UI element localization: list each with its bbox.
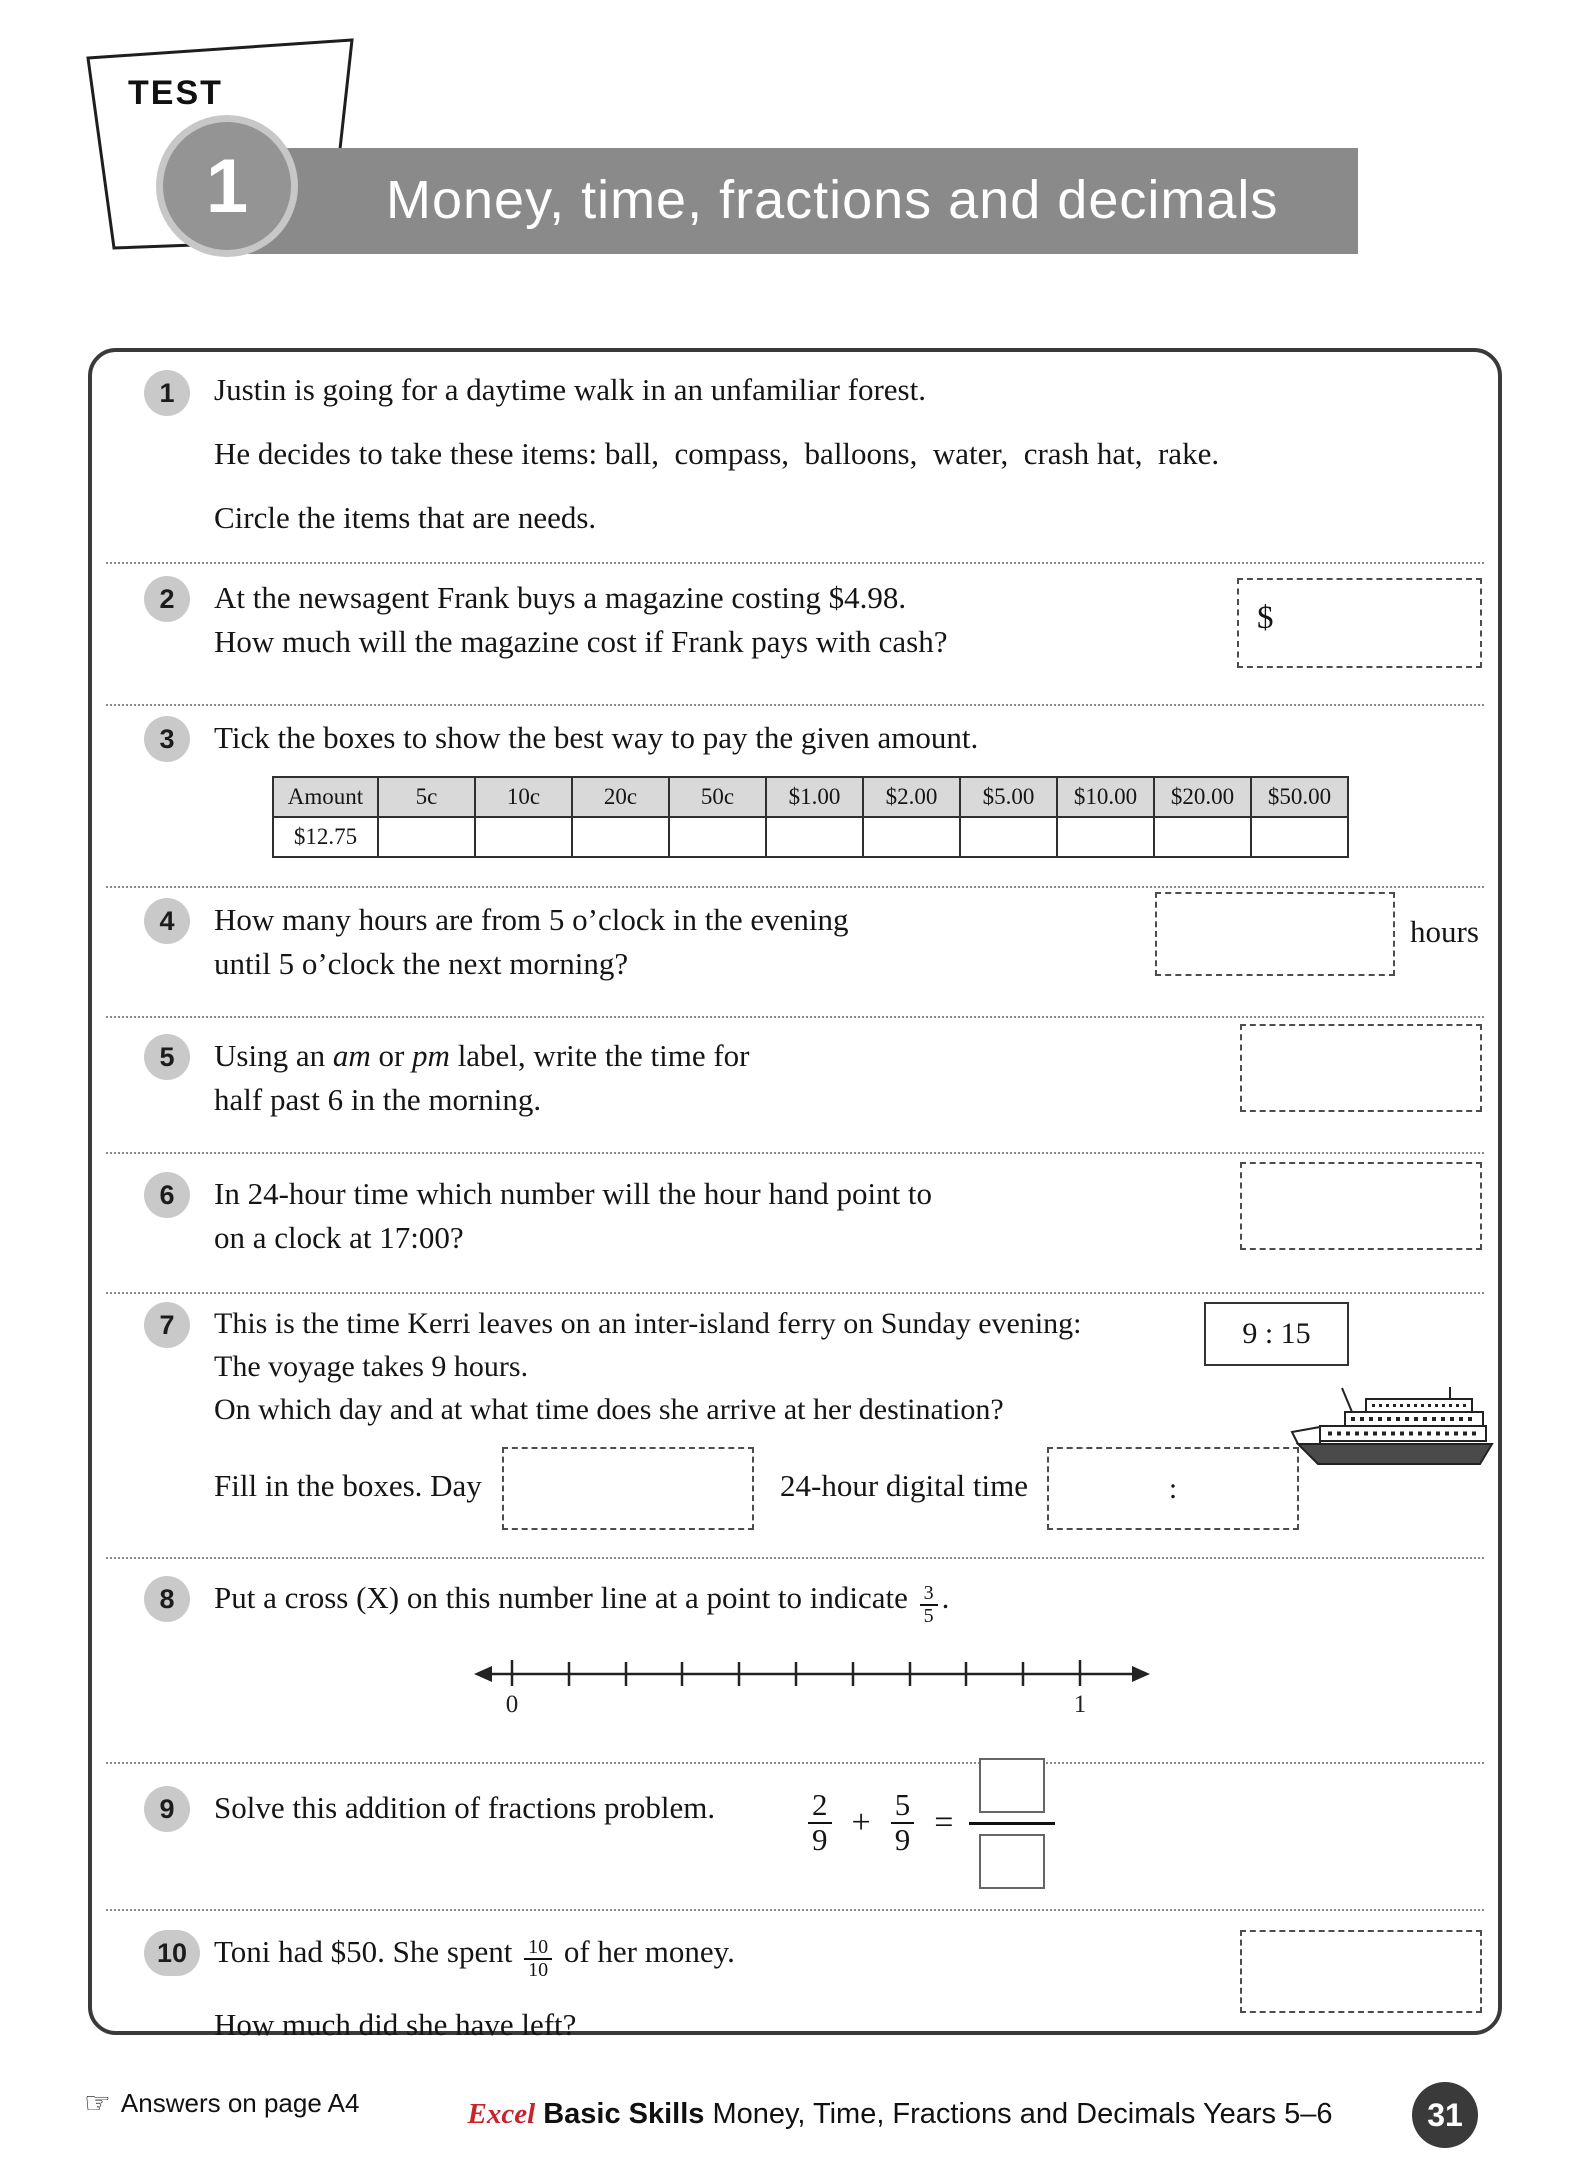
- numberline-end-label: 1: [1073, 1691, 1087, 1718]
- question-number: 10: [144, 1930, 200, 1976]
- tick-cell[interactable]: [766, 817, 863, 857]
- question-text: Put a cross (X) on this number line at a point to indicate $\frac{3}{5}$ .: [214, 1580, 950, 1627]
- page-number: 31: [1427, 2096, 1463, 2133]
- question-text: On which day and at what time does she arrive at her destination?: [214, 1393, 1004, 1426]
- question-1: [92, 370, 1498, 562]
- column-header: $50.00: [1251, 777, 1348, 817]
- question-text: In 24-hour time which number will the hour hand point to: [214, 1176, 933, 1211]
- table-header-row: [273, 777, 1348, 817]
- tick-cell[interactable]: [960, 817, 1057, 857]
- question-text: How much will the magazine cost if Frank pays with cash?: [214, 624, 948, 659]
- question-text: How many hours are from 5 o’clock in the evening: [214, 902, 849, 937]
- fraction-bar: [969, 1822, 1055, 1825]
- digital-time-label: 24-hour digital time: [780, 1468, 1028, 1503]
- amount-cell: $12.75: [273, 817, 378, 857]
- table-row: [273, 817, 1348, 857]
- q6-answer-box[interactable]: [1240, 1162, 1482, 1250]
- separator: [106, 1909, 1484, 1911]
- q9-denominator-answer-box[interactable]: [979, 1834, 1045, 1889]
- question-text: on a clock at 17:00?: [214, 1220, 464, 1255]
- column-header: 50c: [669, 777, 766, 817]
- tick-cell[interactable]: [475, 817, 572, 857]
- question-text: Using an am or pm label, write the time for: [214, 1038, 750, 1073]
- question-text: until 5 o’clock the next morning?: [214, 946, 629, 981]
- question-text: Solve this addition of fractions problem.: [214, 1790, 716, 1825]
- page-title: Money, time, fractions and decimals: [386, 170, 1279, 230]
- q4-answer-box[interactable]: [1155, 892, 1395, 976]
- tick-cell[interactable]: [572, 817, 669, 857]
- question-number: 3: [144, 716, 190, 762]
- number-line[interactable]: [472, 1640, 1152, 1720]
- equals-sign: =: [934, 1804, 954, 1841]
- question-text: How much did she have left?: [214, 2007, 577, 2042]
- tick-cell[interactable]: [378, 817, 475, 857]
- q2-answer-box[interactable]: [1237, 578, 1482, 668]
- test-label: TEST: [128, 74, 223, 112]
- question-text: half past 6 in the morning.: [214, 1082, 542, 1117]
- q9-numerator-answer-box[interactable]: [979, 1758, 1045, 1813]
- q5-answer-box[interactable]: [1240, 1024, 1482, 1112]
- question-text: He decides to take these items: ball, compass, balloons, water, crash hat, rake.: [214, 436, 1220, 471]
- fraction-three-fifths: $\frac{3}{5}$: [920, 1583, 938, 1627]
- separator: [106, 1016, 1484, 1018]
- question-number: 8: [144, 1576, 190, 1622]
- column-header: 5c: [378, 777, 475, 817]
- separator: [106, 1557, 1484, 1559]
- question-number: 9: [144, 1786, 190, 1832]
- separator: [106, 1762, 1484, 1764]
- fraction-two-ninths: $\frac{2}{9}$: [808, 1789, 832, 1856]
- fill-label: Fill in the boxes. Day: [214, 1468, 482, 1503]
- fraction-five-ninths: $\frac{5}{9}$: [891, 1789, 915, 1856]
- question-text: Toni had $50. She spent $\frac{10}{10}$ of her money.: [214, 1934, 735, 1981]
- tick-cell[interactable]: [669, 817, 766, 857]
- question-text: At the newsagent Frank buys a magazine costing $4.98.: [214, 580, 907, 615]
- answers-note: [84, 2088, 359, 2119]
- question-text: Justin is going for a daytime walk in an unfamiliar forest.: [214, 372, 926, 407]
- departure-time: 9 : 15: [1242, 1317, 1311, 1350]
- dollar-sign: $: [1257, 600, 1274, 636]
- title-banner: [248, 148, 1358, 254]
- test-number: 1: [205, 143, 249, 229]
- payment-table: [272, 776, 1349, 858]
- tick-cell[interactable]: [1057, 817, 1154, 857]
- separator: [106, 1152, 1484, 1154]
- separator: [106, 886, 1484, 888]
- question-number: 1: [144, 370, 190, 416]
- question-text: This is the time Kerri leaves on an inter-island ferry on Sunday evening:: [214, 1307, 1082, 1340]
- column-header: 10c: [475, 777, 572, 817]
- question-8: [92, 1576, 1498, 1627]
- separator: [106, 562, 1484, 564]
- questions-container: [88, 348, 1502, 2042]
- tick-cell[interactable]: [1154, 817, 1251, 857]
- question-text: Tick the boxes to show the best way to pay the given amount.: [214, 720, 979, 755]
- ferry-illustration: [1290, 1382, 1500, 1472]
- answer-fraction: [969, 1758, 1055, 1889]
- colon: :: [1168, 1471, 1178, 1505]
- fraction-ten-tenths: $\frac{10}{10}$: [524, 1937, 552, 1981]
- question-3: [92, 716, 1498, 858]
- separator: [106, 704, 1484, 706]
- q7-digital-time-answer-box[interactable]: [1047, 1447, 1299, 1530]
- column-header: $2.00: [863, 777, 960, 817]
- page-number-badge: [1412, 2082, 1478, 2148]
- separator: [106, 1292, 1484, 1294]
- tick-cell[interactable]: [1251, 817, 1348, 857]
- plus-sign: +: [851, 1804, 871, 1841]
- q10-answer-box[interactable]: [1240, 1930, 1482, 2013]
- numberline-start-label: 0: [505, 1691, 519, 1718]
- series-title: Excel Basic Skills Money, Time, Fractions and Decimals Years 5–6: [467, 2098, 1333, 2130]
- question-number: 5: [144, 1034, 190, 1080]
- question-text: The voyage takes 9 hours.: [214, 1350, 529, 1383]
- question-number: 2: [144, 576, 190, 622]
- unit-label: hours: [1410, 914, 1479, 949]
- question-number: 4: [144, 898, 190, 944]
- question-number: 7: [144, 1302, 190, 1348]
- q7-day-answer-box[interactable]: [502, 1447, 754, 1530]
- column-header: $1.00: [766, 777, 863, 817]
- column-header: Amount: [273, 777, 378, 817]
- column-header: $5.00: [960, 777, 1057, 817]
- answers-note-text: Answers on page A4: [120, 2088, 360, 2118]
- column-header: 20c: [572, 777, 669, 817]
- question-9: [92, 1786, 1498, 1830]
- fraction-expression: [804, 1750, 1055, 1896]
- pointing-hand-icon: ☞: [84, 2086, 111, 2120]
- question-text: Circle the items that are needs.: [214, 500, 597, 535]
- column-header: $20.00: [1154, 777, 1251, 817]
- column-header: $10.00: [1057, 777, 1154, 817]
- departure-time-box: [1204, 1302, 1349, 1366]
- question-number: 6: [144, 1172, 190, 1218]
- test-number-circle: [163, 122, 291, 250]
- tick-cell[interactable]: [863, 817, 960, 857]
